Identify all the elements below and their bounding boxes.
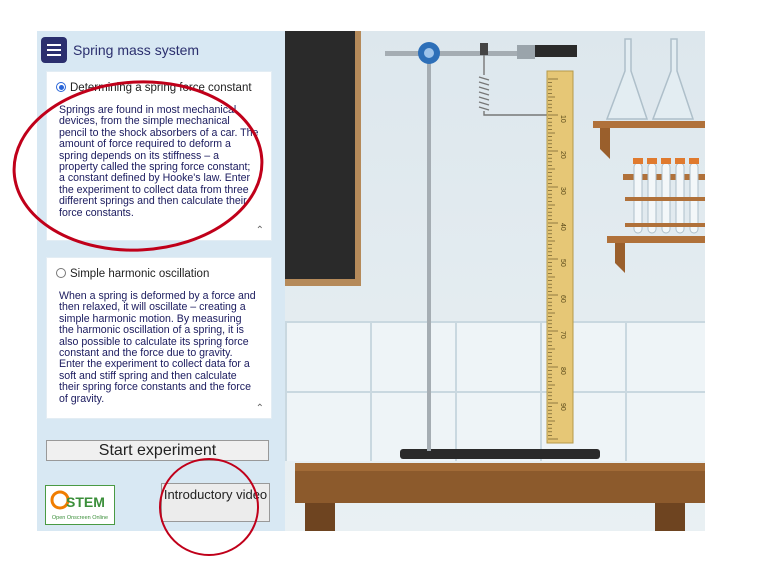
option-card-spring-constant[interactable] [46, 71, 272, 241]
lab-scene [285, 31, 705, 531]
option-label: Simple harmonic oscillation [70, 268, 210, 280]
lab-illustration [285, 31, 705, 531]
logo-text: STEM [66, 494, 105, 510]
app-window [37, 31, 705, 531]
test-tube-stoppers [633, 158, 699, 164]
shelf-bracket [600, 128, 610, 159]
test-tube-rack [625, 197, 705, 201]
shelf-top [593, 121, 705, 128]
ruler-label: 50 [559, 259, 566, 267]
option-header[interactable] [56, 268, 209, 280]
radio-unselected-icon[interactable] [56, 268, 66, 278]
option-label: Determining a spring force constant [70, 82, 252, 94]
stand-rod [427, 59, 431, 451]
ruler-label: 10 [559, 115, 566, 123]
ruler-label: 80 [559, 367, 566, 375]
option-description: Springs are found in most mechanical devices, from the simple mechanical pencil to the shock absorbers of a car. The amount of force required to deform a spring depends on its stiffness – a property called the spring force constant; a constant defined by Hooke's law. Enter the experiment to collect data from three different springs and then calculate their force constants. [59, 104, 259, 219]
table-leg [655, 503, 685, 531]
ruler-label: 40 [559, 223, 566, 231]
option-card-harmonic[interactable] [46, 257, 272, 419]
radio-selected-icon[interactable] [56, 82, 66, 92]
test-tube-rack [625, 223, 705, 227]
table-edge [295, 463, 705, 471]
table-leg [305, 503, 335, 531]
flask-icon [607, 39, 693, 119]
option-description: When a spring is deformed by a force and then relaxed, it will oscillate – creating a simple harmonic motion. By measuring the harmonic oscillation of a spring, it is also possible to calculate its spring force constant and the force due to gravity. Enter the experiment to collect data for a soft and stiff spring and then calculate their spring force constants and the force of gravity. [59, 290, 256, 405]
ruler [547, 71, 573, 443]
ruler-label: 60 [559, 295, 566, 303]
ruler-label: 70 [559, 331, 566, 339]
hamburger-icon-line [47, 54, 61, 56]
menu-button[interactable] [41, 37, 67, 63]
hamburger-icon-line [47, 49, 61, 51]
ruler-label: 30 [559, 187, 566, 195]
left-panel [37, 31, 285, 531]
hamburger-icon [47, 44, 61, 46]
shelf-bottom [607, 236, 705, 243]
introductory-video-button[interactable]: Introductory video [161, 483, 270, 522]
spring-icon [479, 55, 550, 115]
option-header[interactable] [56, 82, 252, 94]
chalkboard [285, 31, 355, 279]
logo-subtitle: Open Onscreen Online [51, 515, 109, 521]
spring-clamp [480, 43, 488, 55]
ruler-clamp-handle [535, 45, 577, 57]
chevron-up-icon[interactable]: ⌃ [255, 403, 264, 414]
shelf-bracket [615, 243, 625, 273]
chevron-up-icon[interactable]: ⌃ [255, 225, 264, 236]
ruler-label: 90 [559, 403, 566, 411]
start-experiment-button[interactable]: Start experiment [46, 440, 269, 461]
ruler-label: 20 [559, 151, 566, 159]
stem-logo-icon [46, 486, 114, 524]
stem-logo [45, 485, 115, 525]
ruler-clamp [517, 45, 535, 59]
app-title: Spring mass system [73, 42, 200, 58]
